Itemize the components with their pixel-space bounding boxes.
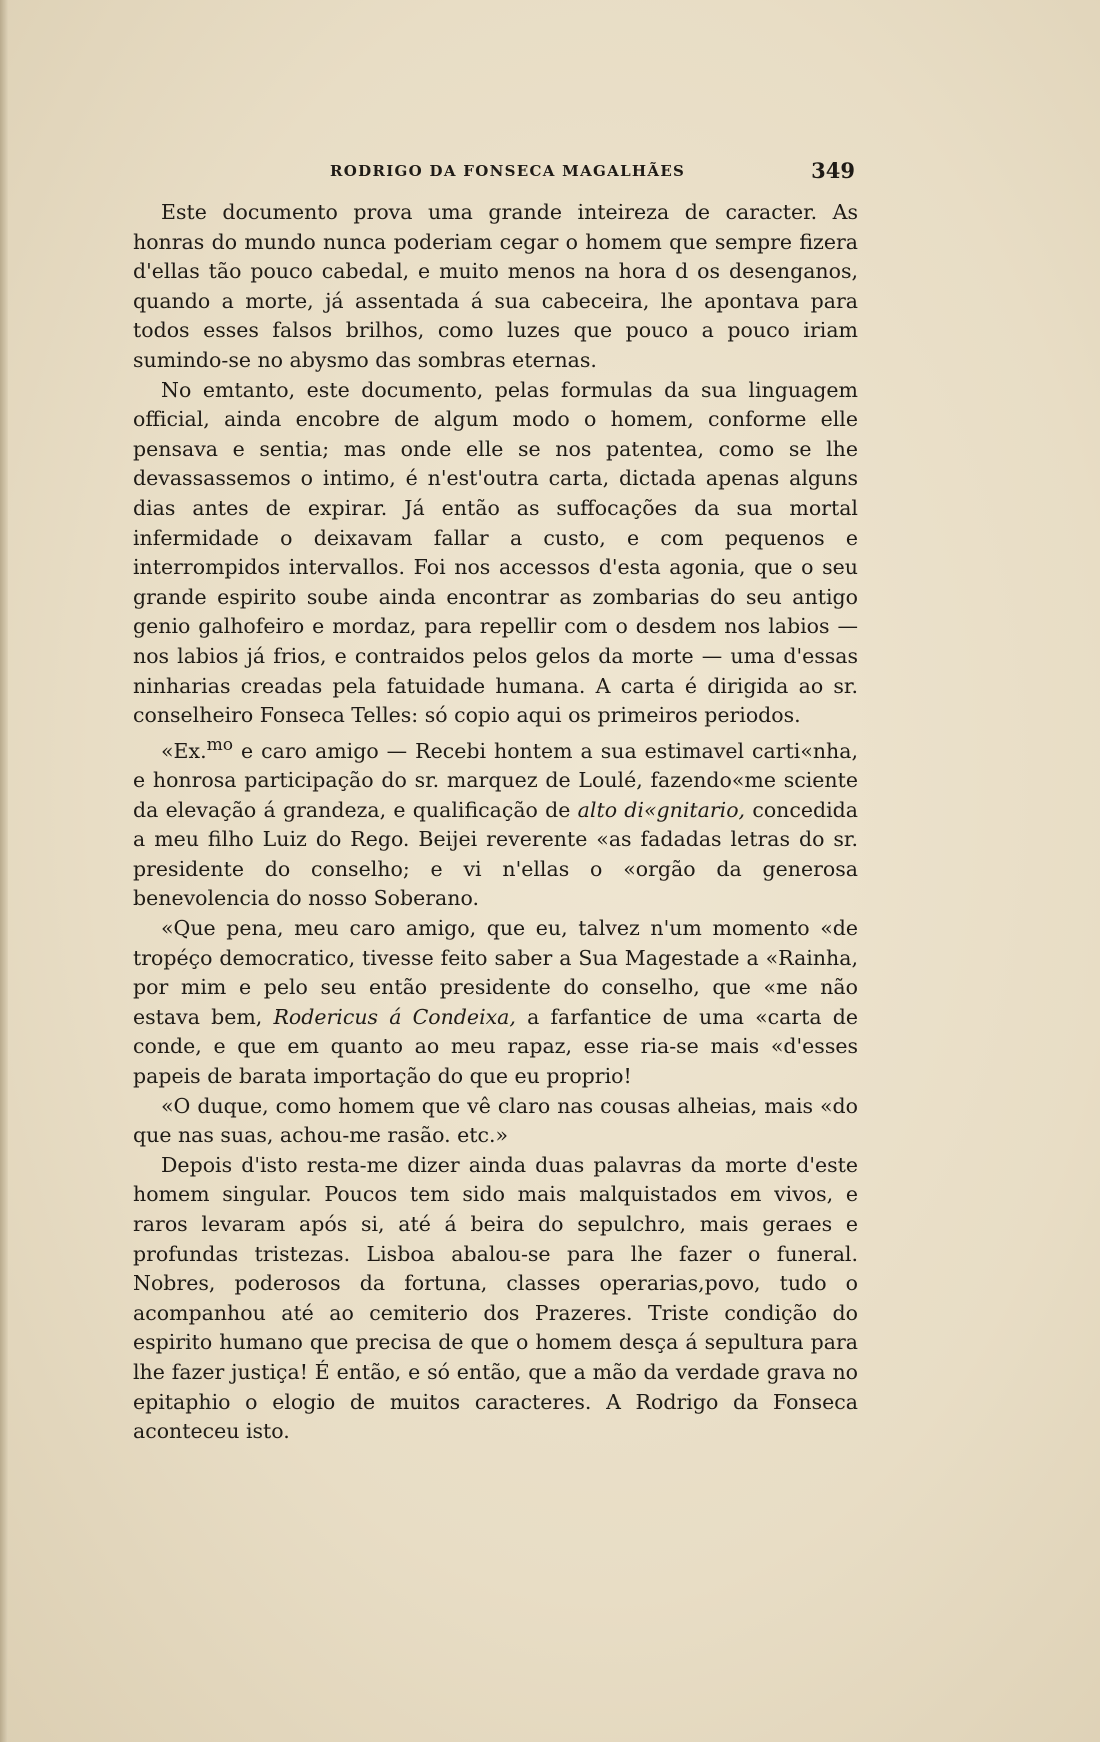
closing-paragraph: Depois d'isto resta-me dizer ainda duas palavras da morte d'este homem singular. Poucos tem sido mais malquistados em vivos, e raros levaram após si, até á beira do sepulchro, mais geraes e profundas tristezas. Lisboa abalou-se para lhe fazer o funeral. Nobres, poderosos da fortuna, classes operarias,povo, tudo o acompanhou até ao cemiterio dos Prazeres. Triste condição do espirito humano que precisa de que o homem desça á sepultura para lhe fazer justiça! É então, e só então, que a mão da verdade grava no epitaphio o elogio de muitos caracteres. A Rodrigo da Fonseca aconteceu isto. xyxy=(133,1152,858,1444)
italic-title: alto di«gnitario, xyxy=(577,797,746,822)
letter-text: «Que pena, meu caro amigo, que eu, talvez n'um momento «de tropéço democratico, tivesse feito saber a Sua Magestade a «Rainha, por mim e pelo seu então presidente do conselho, que «me não estava bem, xyxy=(133,916,858,1029)
running-title: RODRIGO DA FONSECA MAGALHÃES xyxy=(330,162,686,180)
letter-text: e caro amigo — Recebi hontem a sua estimavel carti«nha, e honrosa participação do sr. marquez de Loulé, fazendo«me sciente da elevação á grandeza, e qualificação de xyxy=(133,738,858,822)
letter-text: «Ex. xyxy=(161,738,207,763)
page-binding-edge xyxy=(0,0,8,1742)
letter-text: concedida a meu filho Luiz do Rego. Beijei reverente «as fadadas letras do sr. presidente do conselho; e vi n'ellas o «orgão da generosa benevolencia do nosso Soberano. xyxy=(133,797,859,911)
body-text xyxy=(133,198,858,1447)
page-number: 349 xyxy=(811,158,855,183)
letter-text: a farfantice de uma «carta de conde, e que em quanto ao meu rapaz, esse ria-se mais «d'esses papeis de barata importação do que eu proprio! xyxy=(133,1004,858,1089)
superscript-abbrev: mo xyxy=(206,734,234,755)
paragraph: No emtanto, este documento, pelas formulas da sua linguagem official, ainda encobre de algum modo o homem, conforme elle pensava e sentia; mas onde elle se nos patentea, como se lhe devassassemos o intimo, é n'est'outra carta, dictada apenas alguns dias antes de expirar. Já então as suffocações da sua mortal infermidade o deixavam fallar a custo, e com pequenos e interrompidos intervallos. Foi nos accessos d'esta agonia, que o seu grande espirito soube ainda encontrar as zombarias do seu antigo genio galhofeiro e mordaz, para repellir com o desdem nos labios — nos labios já frios, e contraidos pelos gelos da morte — uma d'essas ninharias creadas pela fatuidade humana. A carta é dirigida ao sr. conselheiro Fonseca Telles: só copio aqui os primeiros periodos. xyxy=(133,377,858,728)
letter-quote-paragraph xyxy=(133,914,858,1092)
letter-quote-paragraph: «O duque, como homem que vê claro nas cousas alheias, mais «do que nas suas, achou-me rasão. etc.» xyxy=(133,1093,858,1148)
page-header xyxy=(130,158,855,188)
paragraph: Este documento prova uma grande inteireza de caracter. As honras do mundo nunca poderiam cegar o homem que sempre fizera d'ellas tão pouco cabedal, e muito menos na hora d os desenganos, quando a morte, já assentada á sua cabeceira, lhe apontava para todos esses falsos brilhos, como luzes que pouco a pouco iriam sumindo-se no abysmo das sombras eternas. xyxy=(133,200,858,372)
italic-phrase: Rodericus á Condeixa, xyxy=(273,1004,516,1029)
letter-quote-paragraph xyxy=(133,731,858,914)
